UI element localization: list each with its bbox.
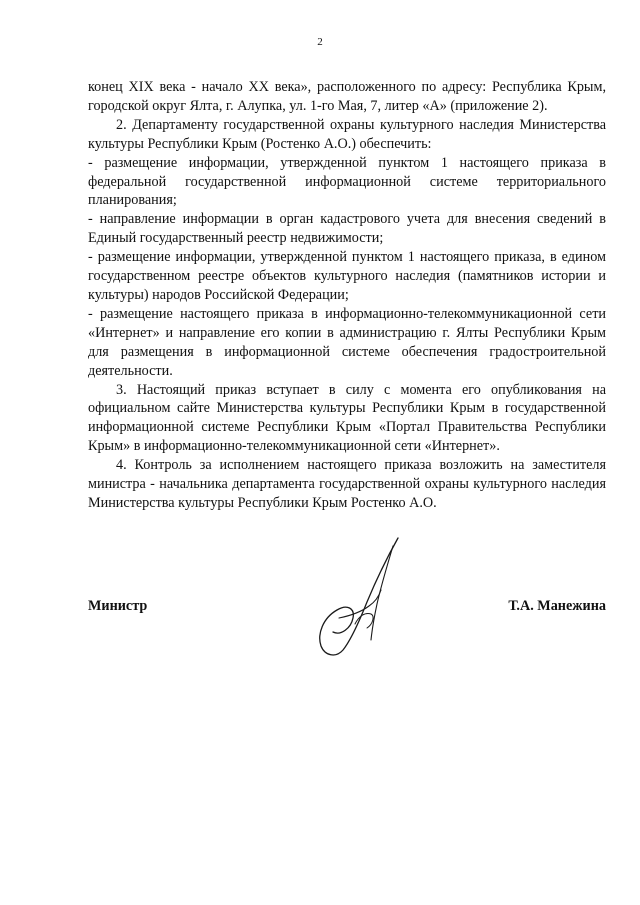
list-item-heritage-registry: - размещение информации, утвержденной пунктом 1 настоящего приказа, в едином государственном реестре объектов культурного наследия (памятников истории и культуры) народов Российской Федерации;	[88, 249, 606, 303]
page-number: 2	[317, 36, 323, 48]
list-item-fgis-tp: - размещение информации, утвержденной пунктом 1 настоящего приказа в федеральной государственной информационной системе территориального планирования;	[88, 154, 606, 209]
handwritten-signature	[303, 532, 413, 662]
paragraph-item-2: 2. Департаменту государственной охраны культурного наследия Министерства культуры Республики Крым (Ростенко А.О.) обеспечить:	[88, 116, 606, 152]
list-item-internet-publication: - размещение настоящего приказа в информационно-телекоммуникационной сети «Интернет» и направление его копии в администрацию г. Ялты Республики Крым для размещения в информационной системе обеспечения градостроительной деятельности.	[88, 305, 606, 379]
document-body	[88, 78, 606, 513]
position-title: Министр	[88, 598, 148, 614]
paragraph-item-4: 4. Контроль за исполнением настоящего приказа возложить на заместителя министра - начальника департамента государственной охраны культурного наследия Министерства культуры Республики Крым Ростенко А.О.	[88, 457, 606, 511]
signatory-name: Т.А. Манежина	[508, 598, 606, 614]
paragraph-address-continuation: конец XIX века - начало XX века», расположенного по адресу: Республика Крым, городской округ Ялта, г. Алупка, ул. 1-го Мая, 7, литер «А» (приложение 2).	[88, 79, 606, 114]
paragraph-item-3: 3. Настоящий приказ вступает в силу с момента его опубликования на официальном сайте Министерства культуры Республики Крым в государственной информационной системе Республики Крым «Портал Правительства Республики Крым» в информационно-телекоммуникационной сети «Интернет».	[88, 381, 606, 455]
list-item-cadastral: - направление информации в орган кадастрового учета для внесения сведений в Единый государственный реестр недвижимости;	[88, 211, 606, 247]
